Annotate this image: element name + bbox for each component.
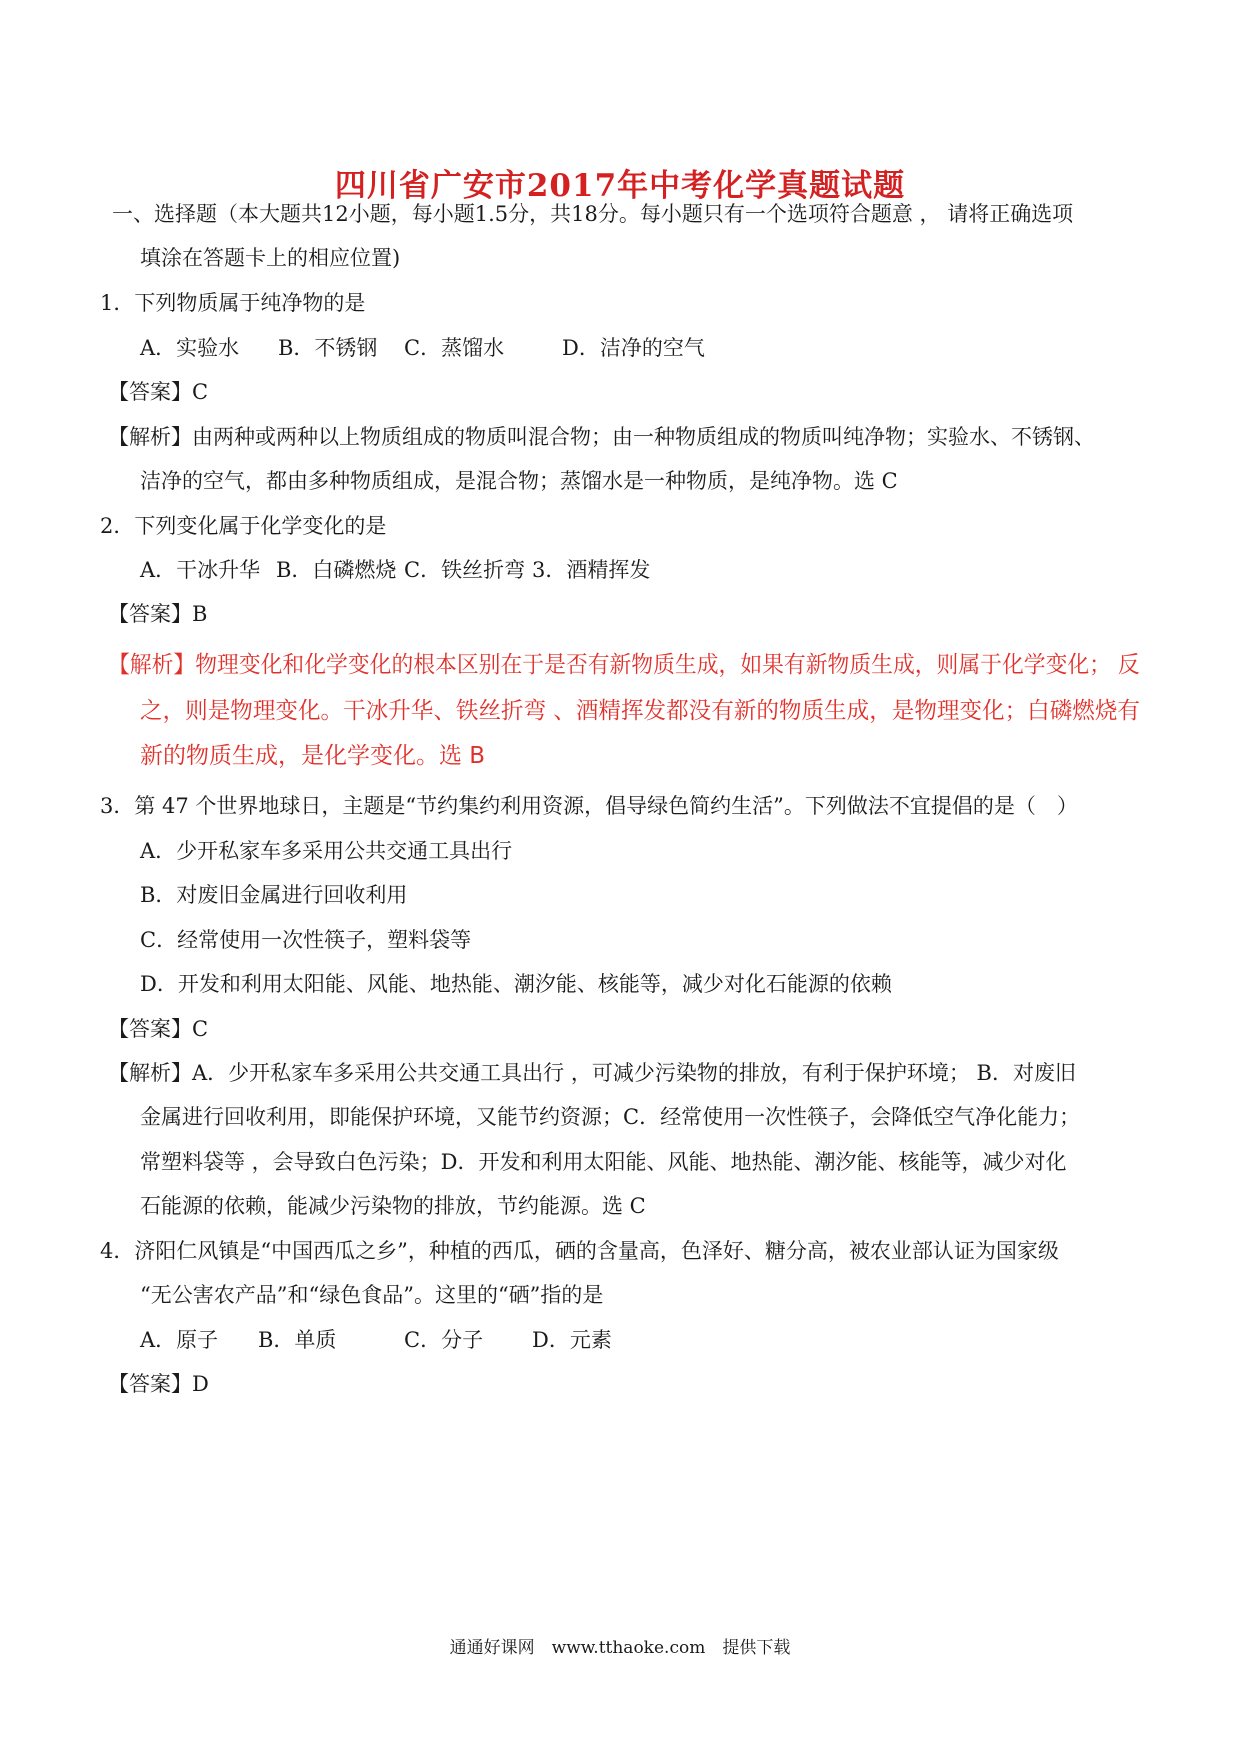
question-4-answer: 【答案】D (108, 1372, 209, 1396)
question-3-analysis-line-4: 石能源的依赖，能减少污染物的排放，节约能源。选 C (140, 1194, 646, 1218)
question-1-option-b: B．不锈钢 (278, 336, 378, 360)
question-3-stem: 3．第 47 个世界地球日，主题是“节约集约利用资源，倡导绿色简约生活”。下列做法不宜提倡的是（ ） (100, 794, 1078, 818)
question-2-option-d: 3．酒精挥发 (532, 558, 651, 582)
question-4-option-b: B．单质 (258, 1328, 337, 1352)
question-1-option-a: A．实验水 (140, 336, 240, 360)
question-2-stem: 2．下列变化属于化学变化的是 (100, 514, 387, 538)
question-2-option-a: A．干冰升华 (140, 558, 261, 582)
question-4-option-d: D．元素 (532, 1328, 612, 1352)
question-4-option-c: C．分子 (404, 1328, 484, 1352)
question-2-analysis-line-2: 之，则是物理变化。干冰升华、铁丝折弯 、酒精挥发都没有新的物质生成，是物理变化；白磷燃烧有 (140, 698, 1140, 724)
question-1-option-c: C．蒸馏水 (404, 336, 505, 360)
question-3-analysis-line-2: 金属进行回收利用，即能保护环境，又能节约资源；C．经常使用一次性筷子，会降低空气净化能力； (140, 1105, 1081, 1129)
question-2-option-c: C．铁丝折弯 (404, 558, 526, 582)
question-3-option-d: D．开发和利用太阳能、风能、地热能、潮汐能、核能等，减少对化石能源的依赖 (140, 972, 892, 996)
question-3-option-b: B．对废旧金属进行回收利用 (140, 883, 408, 907)
question-2-analysis-line-1: 【解析】物理变化和化学变化的根本区别在于是否有新物质生成，如果有新物质生成，则属于化学变化； 反 (108, 652, 1140, 678)
question-2-option-b: B．白磷燃烧 (276, 558, 397, 582)
question-3-answer: 【答案】C (108, 1017, 209, 1041)
section-intro-line-2: 填涂在答题卡上的相应位置) (140, 246, 401, 270)
question-1-answer: 【答案】C (108, 380, 209, 404)
page-footer: 通通好课网 www.tthaoke.com 提供下载 (449, 1638, 791, 1658)
question-1-option-d: D．洁净的空气 (562, 336, 705, 360)
question-3-option-a: A．少开私家车多采用公共交通工具出行 (140, 839, 513, 863)
question-1-analysis-line-2: 洁净的空气，都由多种物质组成，是混合物；蒸馏水是一种物质，是纯净物。选 C (140, 469, 898, 493)
question-1-stem: 1．下列物质属于纯净物的是 (100, 291, 366, 315)
page-title: 四川省广安市2017年中考化学真题试题 (334, 168, 906, 204)
question-3-analysis-line-1: 【解析】A．少开私家车多采用公共交通工具出行 ，可减少污染物的排放，有利于保护环境； B．对废旧 (108, 1061, 1076, 1085)
question-4-option-a: A．原子 (140, 1328, 219, 1352)
question-1-analysis-line-1: 【解析】由两种或两种以上物质组成的物质叫混合物；由一种物质组成的物质叫纯净物；实验水、不锈钢、 (108, 425, 1095, 449)
question-2-answer: 【答案】B (108, 602, 208, 626)
question-3-analysis-line-3: 常塑料袋等 ，会导致白色污染；D．开发和利用太阳能、风能、地热能、潮汐能、核能等，减少对化 (140, 1150, 1067, 1174)
question-3-option-c: C．经常使用一次性筷子，塑料袋等 (140, 928, 472, 952)
section-intro-line-1: 一、选择题（本大题共12小题，每小题1.5分，共18分。每小题只有一个选项符合题意 ， 请将正确选项 (112, 202, 1074, 226)
question-4-stem-line-1: 4．济阳仁风镇是“中国西瓜之乡”，种植的西瓜，硒的含量高，色泽好、糖分高，被农业部认证为国家级 (100, 1239, 1059, 1263)
question-2-analysis-line-3: 新的物质生成，是化学变化。选 B (140, 743, 486, 769)
question-4-stem-line-2: “无公害农产品”和“绿色食品”。这里的“硒”指的是 (140, 1283, 604, 1307)
